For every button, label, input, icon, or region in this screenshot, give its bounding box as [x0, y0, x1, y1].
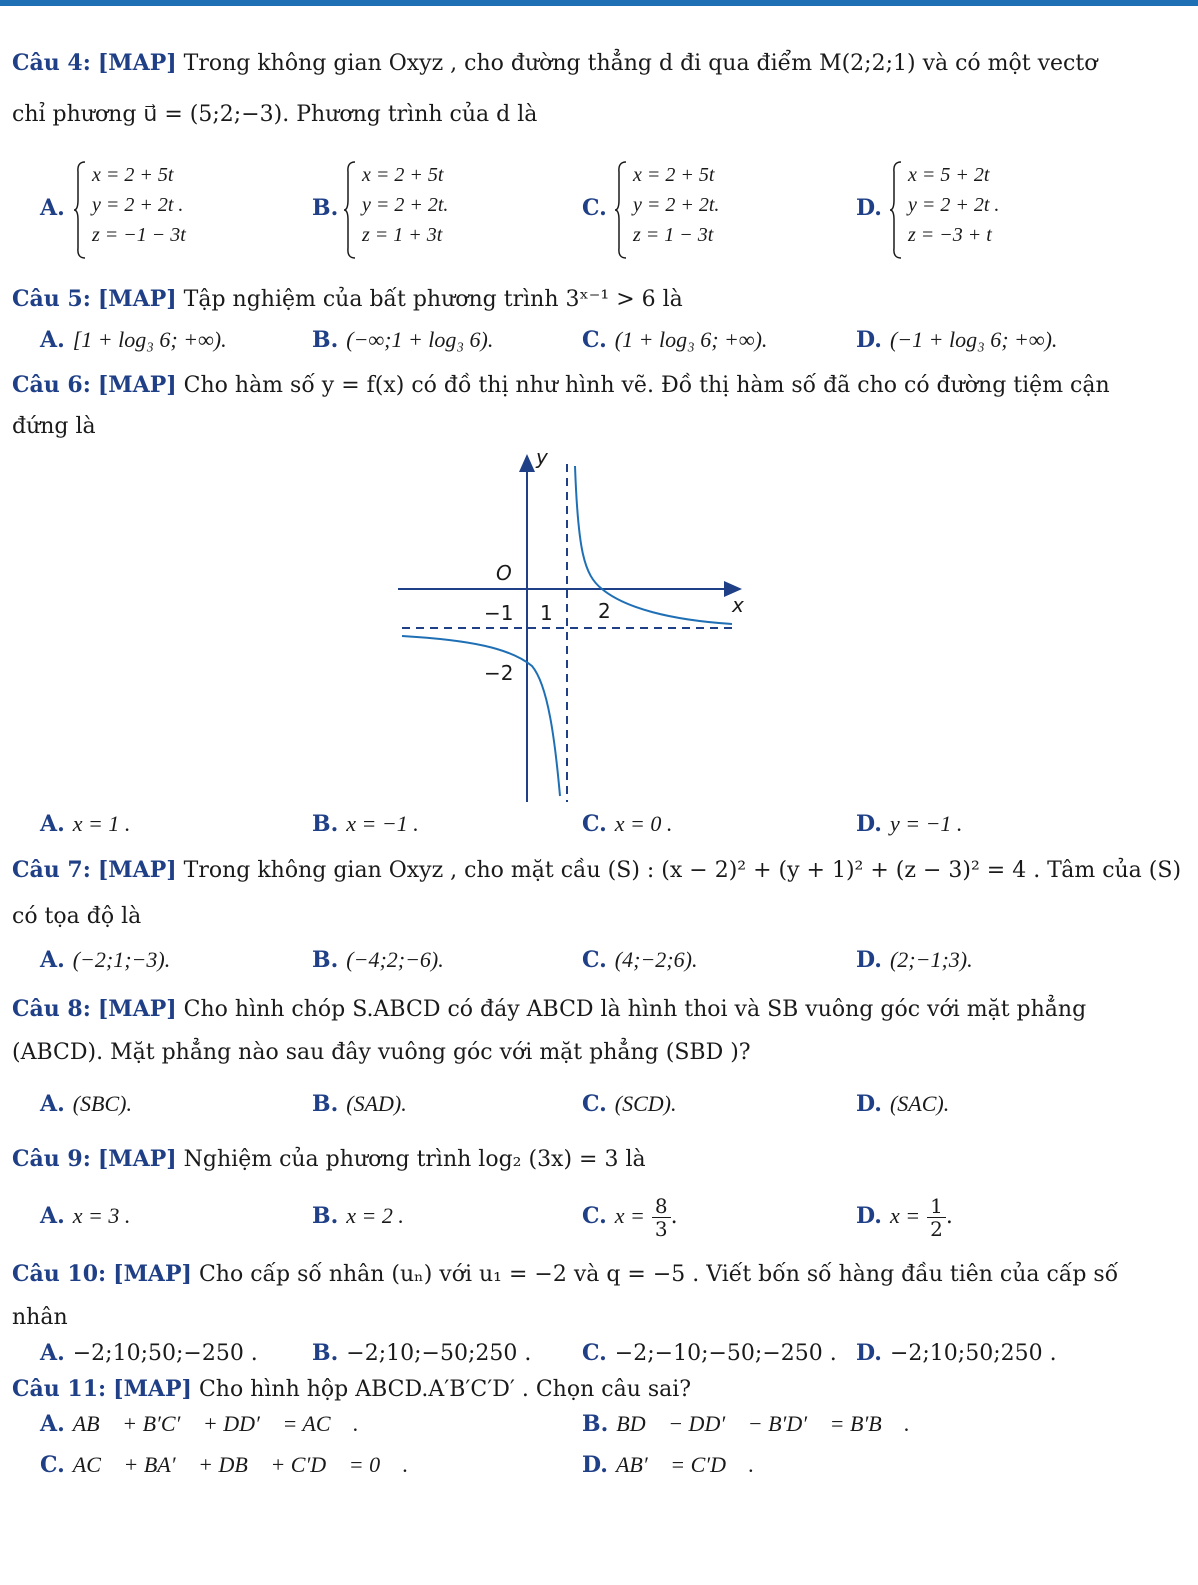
q5-text: Tập nghiệm của bất phương trình 3ˣ⁻¹ > 6 là [183, 287, 683, 312]
q10-option-d-text: −2;10;50;250 . [889, 1341, 1057, 1366]
q4-tag: [MAP] [97, 50, 177, 76]
q7-option-c-text: (4;−2;6). [614, 947, 698, 972]
q5-option-a[interactable] [40, 327, 227, 354]
q5-option-b-text: (−∞;1 + log₃ 6). [346, 327, 494, 352]
q4-option-a-label: A. [40, 195, 65, 221]
q9-option-d-fraction [927, 1195, 946, 1240]
q9-option-c-pre: x = [614, 1203, 645, 1228]
q7-option-b-text: (−4;2;−6). [346, 947, 444, 972]
q4-option-a-row3: z = −1 − 3t [92, 224, 186, 246]
q11-option-d[interactable] [582, 1452, 754, 1479]
q10-option-b-label: B. [312, 1340, 339, 1366]
q10-line1 [12, 1261, 1118, 1288]
q4-option-b-label: B. [312, 195, 339, 221]
q10-tag: [MAP] [113, 1261, 192, 1287]
tick-label-neg2: −2 [484, 661, 514, 685]
q10-line2: nhân [12, 1305, 68, 1330]
q7-option-a-label: A. [40, 947, 65, 973]
q11-text: Cho hình hộp ABCD.A′B′C′D′ . Chọn câu sai? [198, 1377, 692, 1402]
q5-option-d-text: (−1 + log₃ 6; +∞). [889, 327, 1058, 352]
q10-number: Câu 10: [12, 1261, 107, 1287]
q4-option-c-label: C. [582, 195, 607, 221]
brace-icon [613, 160, 629, 260]
q9-option-d-label: D. [856, 1203, 882, 1229]
q4-option-d-row3: z = −3 + t [908, 224, 992, 246]
q6-option-a-label: A. [40, 811, 65, 837]
q9-option-a-label: A. [40, 1203, 65, 1229]
q6-option-d-text: y = −1 . [889, 811, 963, 836]
q9-option-c[interactable] [582, 1186, 678, 1247]
q5-option-d[interactable] [856, 327, 1057, 354]
q8-option-d-label: D. [856, 1091, 882, 1117]
q6-option-c[interactable] [582, 811, 672, 838]
q5-line1 [12, 286, 683, 313]
q9-option-b[interactable] [312, 1203, 404, 1230]
q7-number: Câu 7: [12, 857, 91, 883]
function-graph [380, 440, 780, 810]
q10-text-line1: Cho cấp số nhân (uₙ) với u₁ = −2 và q = −5 . Viết bốn số hàng đầu tiên của cấp số [198, 1262, 1119, 1287]
q11-option-c-label: C. [40, 1452, 65, 1478]
q10-option-a[interactable] [40, 1340, 258, 1367]
brace-icon [72, 160, 88, 260]
q11-option-d-text: AB′⃗ = C′D⃗ . [615, 1452, 755, 1477]
x-label: x [732, 593, 744, 617]
q11-option-c[interactable] [40, 1452, 408, 1479]
q4-option-d-row1: x = 5 + 2t [908, 164, 990, 186]
q9-option-c-fraction [652, 1195, 671, 1240]
y-label: y [536, 445, 548, 469]
q4-option-d-row2: y = 2 + 2t . [908, 194, 1000, 216]
tick-label-1: 1 [540, 601, 553, 625]
q7-option-d[interactable] [856, 947, 973, 974]
q4-option-c-row2: y = 2 + 2t. [633, 194, 720, 216]
q10-option-d-label: D. [856, 1340, 882, 1366]
brace-icon [342, 160, 358, 260]
q5-option-c-text: (1 + log₃ 6; +∞). [614, 327, 768, 352]
q9-option-c-label: C. [582, 1203, 607, 1229]
q9-option-d-denominator: 2 [930, 1216, 943, 1241]
q11-option-b[interactable] [582, 1411, 910, 1438]
q5-option-a-text: [1 + log₃ 6; +∞). [72, 327, 227, 352]
q4-number: Câu 4: [12, 50, 91, 76]
q5-option-b[interactable] [312, 327, 493, 354]
q4-option-a-system [92, 160, 186, 250]
q7-option-c[interactable] [582, 947, 697, 974]
q5-option-a-label: A. [40, 327, 65, 353]
tick-label-neg1: −1 [484, 601, 514, 625]
q9-option-c-denominator: 3 [654, 1216, 668, 1241]
q7-option-d-text: (2;−1;3). [889, 947, 973, 972]
q8-line1 [12, 996, 1086, 1023]
q6-tag: [MAP] [97, 372, 177, 398]
q5-option-d-label: D. [856, 327, 882, 353]
q9-text: Nghiệm của phương trình log₂ (3x) = 3 là [183, 1147, 646, 1172]
q10-option-c-label: C. [582, 1340, 607, 1366]
q11-number: Câu 11: [12, 1376, 107, 1402]
q8-option-b-text: (SAD). [346, 1091, 407, 1116]
q4-text-line1: Trong không gian Oxyz , cho đường thẳng d đi qua điểm M(2;2;1) và có một vectơ [183, 51, 1098, 76]
q7-option-a-text: (−2;1;−3). [72, 947, 171, 972]
q8-tag: [MAP] [97, 996, 177, 1022]
q9-number: Câu 9: [12, 1146, 91, 1172]
q11-option-a-label: A. [40, 1411, 65, 1437]
q10-option-c[interactable] [582, 1340, 837, 1367]
q6-option-b-label: B. [312, 811, 339, 837]
q8-option-b[interactable] [312, 1091, 407, 1118]
q4-option-b-row2: y = 2 + 2t. [362, 194, 449, 216]
q9-option-b-text: x = 2 . [346, 1203, 404, 1228]
q11-option-b-label: B. [582, 1411, 609, 1437]
q4-option-d-label: D. [856, 195, 882, 221]
q6-option-b[interactable] [312, 811, 419, 838]
q4-line2: chỉ phương u⃗ = (5;2;−3). Phương trình của d là [12, 102, 538, 127]
q11-tag: [MAP] [113, 1376, 192, 1402]
q7-line2: có tọa độ là [12, 904, 142, 929]
top-accent-bar [0, 0, 1198, 6]
q4-option-a-row1: x = 2 + 5t [92, 164, 174, 186]
q7-option-a[interactable] [40, 947, 170, 974]
q8-option-c-text: (SCD). [614, 1091, 677, 1116]
q9-option-b-label: B. [312, 1203, 339, 1229]
q7-text-line1: Trong không gian Oxyz , cho mặt cầu (S) : (x − 2)² + (y + 1)² + (z − 3)² = 4 . Tâm của (S) [183, 858, 1182, 883]
q11-option-a[interactable] [40, 1411, 359, 1438]
q5-tag: [MAP] [97, 286, 177, 312]
q6-option-a-text: x = 1 . [72, 811, 131, 836]
origin-label: O [496, 561, 512, 585]
q9-option-d-numerator: 1 [927, 1195, 946, 1218]
q9-option-d-post: . [945, 1204, 953, 1229]
q6-option-d-label: D. [856, 811, 882, 837]
q6-number: Câu 6: [12, 372, 91, 398]
q5-option-b-label: B. [312, 327, 339, 353]
q7-option-b[interactable] [312, 947, 444, 974]
q4-option-c-row1: x = 2 + 5t [633, 164, 715, 186]
q8-option-a-label: A. [40, 1091, 65, 1117]
q6-option-d[interactable] [856, 811, 962, 838]
q8-option-d[interactable] [856, 1091, 949, 1118]
brace-icon [888, 160, 904, 260]
curve-left-branch [402, 636, 560, 796]
q11-option-b-text: BD⃗ − DD′⃗ − B′D′⃗ = B′B⃗ . [616, 1411, 910, 1436]
q10-option-a-label: A. [40, 1340, 65, 1366]
q4-option-c-system [633, 160, 719, 250]
q4-option-b-row3: z = 1 + 3t [362, 224, 443, 246]
q6-text-line1: Cho hàm số y = f(x) có đồ thị như hình vẽ. Đồ thị hàm số đã cho có đường tiệm cận [183, 373, 1110, 398]
q4-line1 [12, 50, 1097, 77]
q5-number: Câu 5: [12, 286, 91, 312]
q6-line1 [12, 372, 1110, 399]
q8-option-a[interactable] [40, 1091, 132, 1118]
q8-text-line1: Cho hình chóp S.ABCD có đáy ABCD là hình thoi và SB vuông góc với mặt phẳng [183, 997, 1087, 1022]
tick-label-2: 2 [598, 599, 611, 623]
q7-tag: [MAP] [97, 857, 177, 883]
q10-option-c-text: −2;−10;−50;−250 . [614, 1341, 837, 1366]
q4-option-a-row2: y = 2 + 2t . [92, 194, 184, 216]
q8-option-a-text: (SBC). [72, 1091, 132, 1116]
q7-line1 [12, 857, 1181, 884]
q10-option-b[interactable] [312, 1340, 531, 1367]
q4-option-b-row1: x = 2 + 5t [362, 164, 444, 186]
q8-option-d-text: (SAC). [889, 1091, 950, 1116]
q11-option-c-text: AC⃗ + BA′⃗ + DB⃗ + C′D⃗ = 0⃗ . [72, 1452, 409, 1477]
q7-option-d-label: D. [856, 947, 882, 973]
q9-line1 [12, 1146, 646, 1173]
q5-option-c[interactable] [582, 327, 767, 354]
q11-line1 [12, 1376, 691, 1403]
q9-option-c-numerator: 8 [652, 1195, 671, 1218]
q9-option-d-pre: x = [889, 1203, 921, 1228]
q6-option-a[interactable] [40, 811, 130, 838]
q10-option-d[interactable] [856, 1340, 1057, 1367]
q10-option-b-text: −2;10;−50;250 . [346, 1341, 532, 1366]
q6-option-b-text: x = −1 . [346, 811, 419, 836]
q9-tag: [MAP] [97, 1146, 177, 1172]
q10-option-a-text: −2;10;50;−250 . [72, 1341, 258, 1366]
q8-line2: (ABCD). Mặt phẳng nào sau đây vuông góc với mặt phẳng (SBD )? [12, 1040, 751, 1065]
q4-option-b-system [362, 160, 448, 250]
q4-option-d-system [908, 160, 999, 250]
q8-option-c[interactable] [582, 1091, 677, 1118]
q8-option-c-label: C. [582, 1091, 607, 1117]
q7-option-b-label: B. [312, 947, 339, 973]
q5-option-c-label: C. [582, 327, 607, 353]
q6-option-c-label: C. [582, 811, 607, 837]
q4-option-c-row3: z = 1 − 3t [633, 224, 714, 246]
q8-number: Câu 8: [12, 996, 91, 1022]
q9-option-a-text: x = 3 . [72, 1203, 131, 1228]
q7-option-c-label: C. [582, 947, 607, 973]
q11-option-d-label: D. [582, 1452, 608, 1478]
q8-option-b-label: B. [312, 1091, 339, 1117]
q6-option-c-text: x = 0 . [614, 811, 673, 836]
q6-line2: đứng là [12, 414, 96, 439]
q9-option-d[interactable] [856, 1186, 953, 1247]
q9-option-c-post: . [670, 1204, 678, 1229]
q9-option-a[interactable] [40, 1203, 130, 1230]
q11-option-a-text: AB⃗ + B′C′⃗ + DD′⃗ = AC⃗ . [72, 1411, 359, 1436]
